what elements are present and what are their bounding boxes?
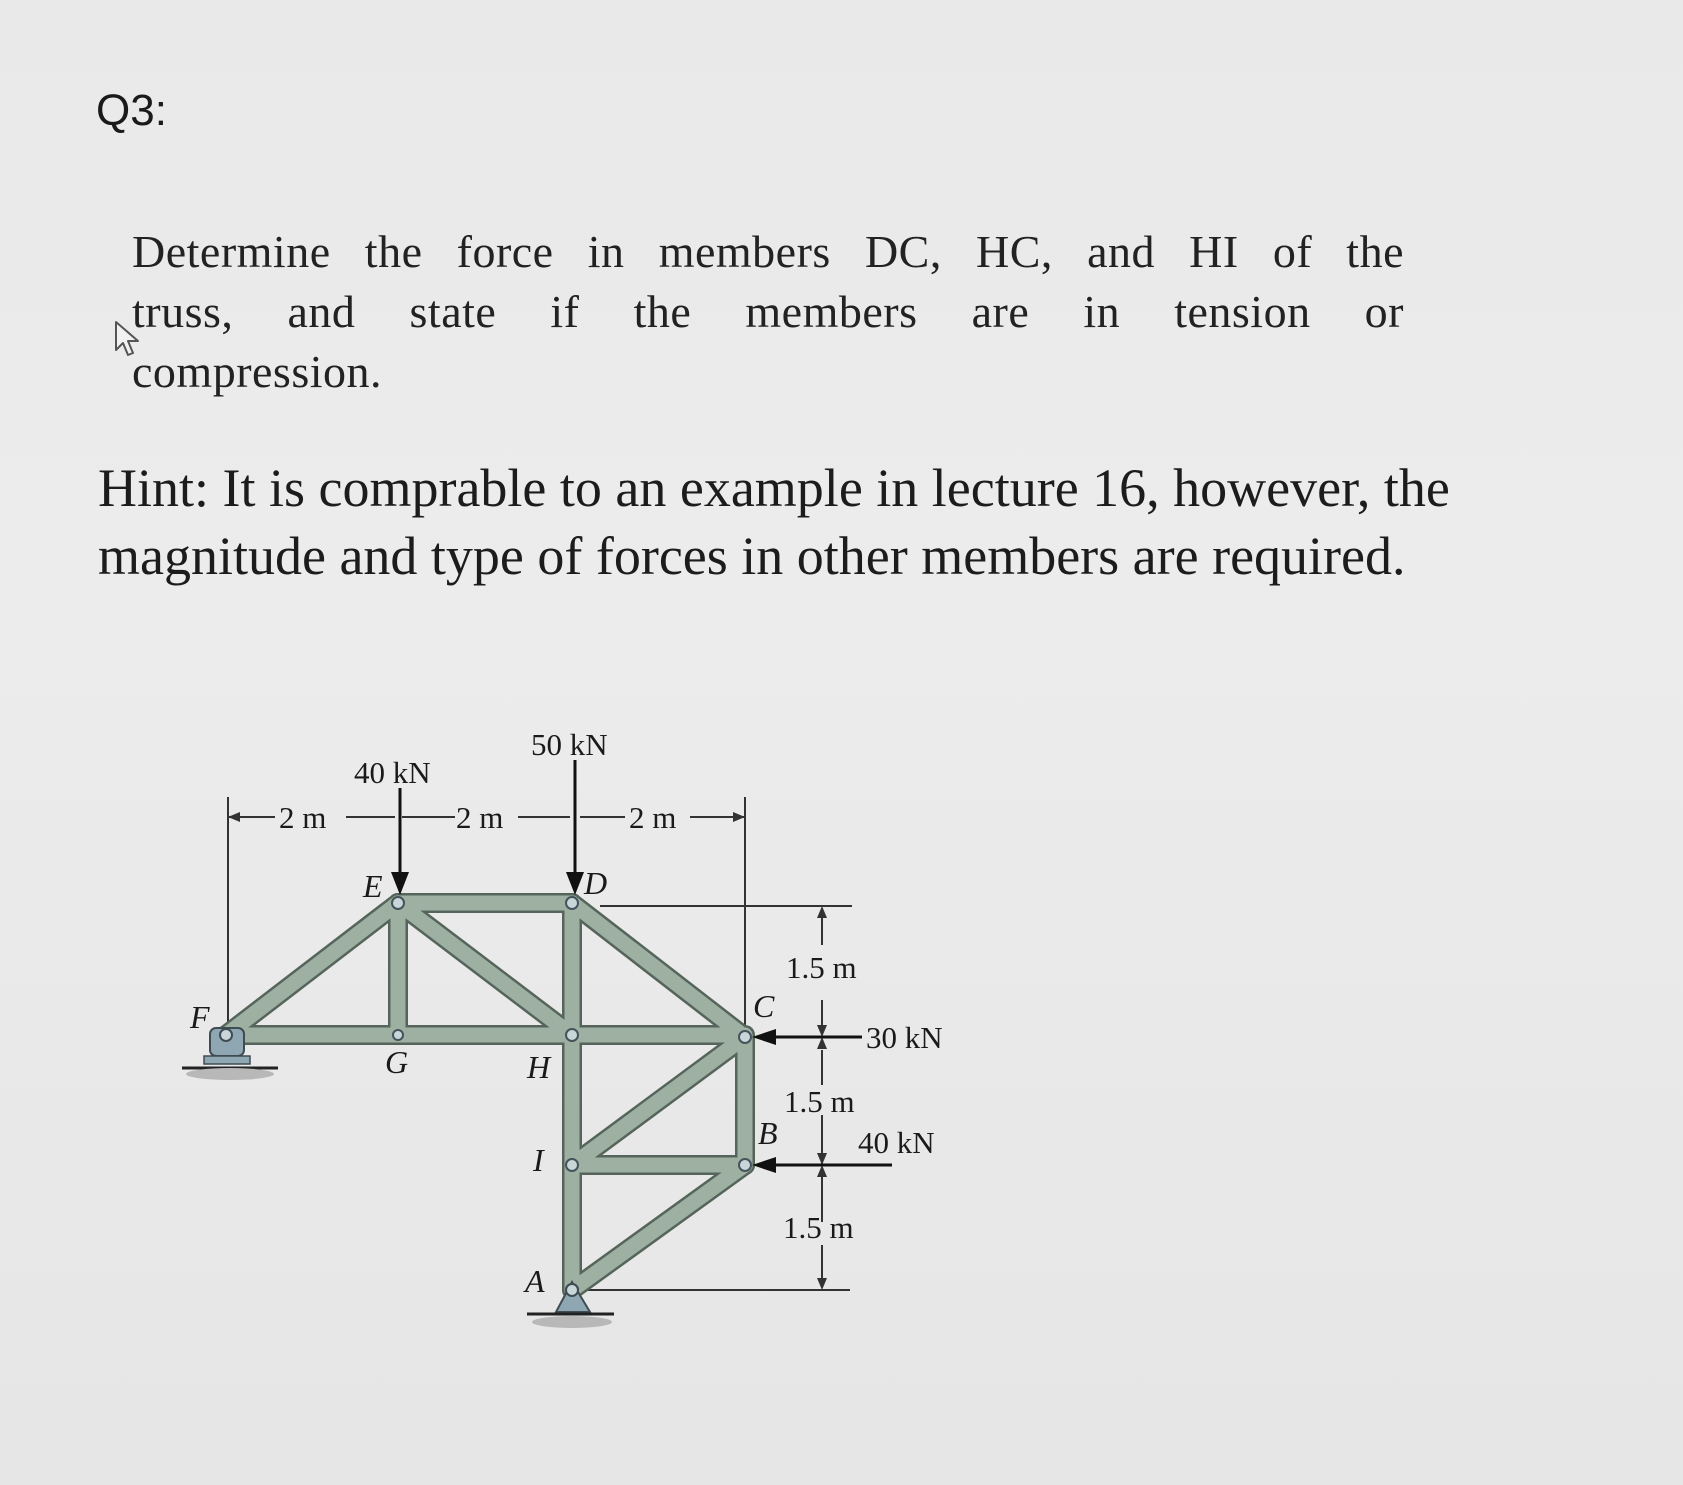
hint-line-1: Hint: It is comprable to an example in lecture 16, however, the bbox=[98, 458, 1450, 518]
node-label-A: A bbox=[525, 1263, 545, 1299]
node-label-H: H bbox=[527, 1049, 551, 1085]
dim-label-h1: 2 m bbox=[279, 800, 327, 835]
load-label-C: 30 kN bbox=[866, 1020, 943, 1055]
node-label-I: I bbox=[533, 1142, 544, 1178]
node-label-E: E bbox=[363, 868, 383, 904]
dim-label-h2: 2 m bbox=[456, 800, 504, 835]
node-label-G: G bbox=[385, 1044, 409, 1080]
problem-line-3: compression. bbox=[132, 346, 383, 397]
node-label-B: B bbox=[758, 1115, 778, 1151]
load-label-E: 40 kN bbox=[354, 755, 431, 790]
question-number: Q3: bbox=[96, 86, 167, 135]
problem-line-2: truss, and state if the members are in tension or bbox=[132, 286, 1404, 337]
node-label-C: C bbox=[753, 988, 775, 1024]
node-label-F: F bbox=[190, 999, 210, 1035]
hint-line-2: magnitude and type of forces in other members are required. bbox=[98, 526, 1406, 586]
dim-label-h3: 2 m bbox=[629, 800, 677, 835]
problem-line-1: Determine the force in members DC, HC, and HI of the bbox=[132, 226, 1404, 277]
load-label-D: 50 kN bbox=[531, 727, 608, 762]
dim-label-v3: 1.5 m bbox=[783, 1210, 854, 1245]
load-label-B: 40 kN bbox=[858, 1125, 935, 1160]
dim-label-v2: 1.5 m bbox=[784, 1084, 855, 1119]
dim-label-v1: 1.5 m bbox=[786, 950, 857, 985]
truss-members bbox=[226, 903, 745, 1290]
node-label-D: D bbox=[584, 865, 608, 901]
